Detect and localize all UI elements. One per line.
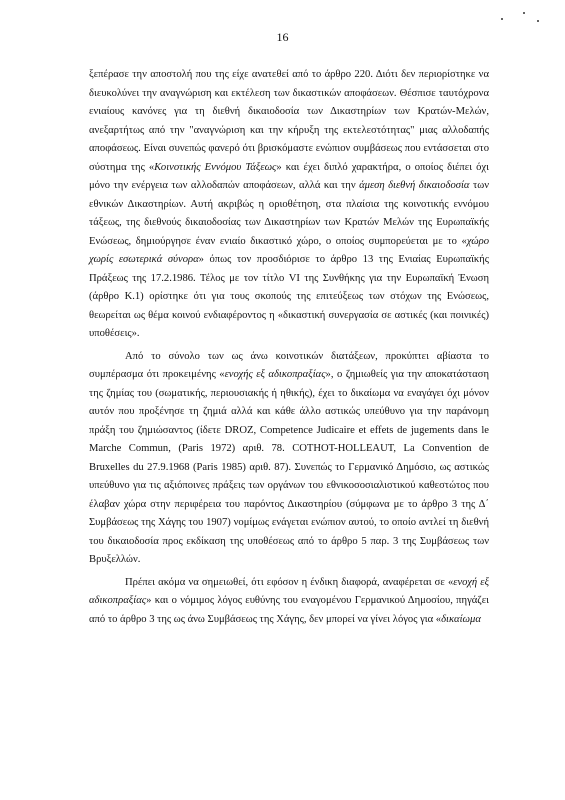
text-run: » όπως τον προσδιόρισε το άρθρο 13 της Ενιαίας Ευρωπαϊκής Πράξεως της 17.2.1986. Τέλος με τον τίτλο VI της Συνθήκης για την Ευρωπαϊκή Ένωση (άρθρο Κ.1) ορίστηκε ότι για τους σκοπούς της επιτεύξεως των στόχων της Ενώσεως, θεωρείται ως θέμα κοινού ενδιαφέροντος η «δικαστική συνεργασία σε αστικές (και ποινικές) υποθέσεις».	[89, 254, 489, 339]
paragraph	[89, 574, 489, 630]
italic-term: Κοινοτικής Εννόμου Τάξεως	[154, 161, 277, 173]
scan-specks	[493, 6, 553, 26]
italic-term: χώρο χωρίς εσωτερικά σύνορα	[89, 235, 489, 265]
text-run: Από το σύνολο των ως άνω κοινοτικών διατάξεων, προκύπτει αβίαστα το συμπέρασμα ότι προκειμένης «	[89, 350, 489, 380]
italic-term: ενοχή εξ αδικοπραξίας	[89, 576, 489, 606]
text-run: των εθνικών Δικαστηρίων. Αυτή ακριβώς η οριοθέτηση, στα πλαίσια της κοινοτικής εννόμου τάξεως, της διεθνούς δικαιοδοσίας των Δικαστηρίων των Κρατών Μελών της Ευρωπαϊκής Ενώσεως, δημιούργησε έναν ενιαίο δικαστικό χώρο, ο οποίος συμπορεύεται με το «	[89, 180, 489, 247]
italic-term: δικαίωμα	[441, 613, 481, 625]
paragraph	[89, 348, 489, 570]
page-number: 16	[276, 30, 289, 44]
text-run: » και ο νόμιμος λόγος ευθύνης του εναγομένου Γερμανικού Δημοσίου, πηγάζει από το άρθρο 3 της ως άνω Συμβάσεως της Χάγης, δεν μπορεί να γίνει λόγος για «	[89, 595, 489, 625]
text-run: », ο ζημιωθείς για την αποκατάσταση της ζημίας του (σωματικής, περιουσιακής ή ηθικής), έχει το δικαίωμα να εναγάγει όχι μόνον αυτόν που προξένησε τη ζημιά αλλά και κάθε άλλο αστικώς υπεύθυνο για την παράνομη πράξη του ζημιώσαντος (ίδετε DROZ, Competence Judicaire et effets de jugements dans le Marche Commun, (Paris 1972) αριθ. 78. COTHOT-HOLLEAUT, La Convention de Bruxelles du 27.9.1968 (Paris 1985) αριθ. 87). Συνεπώς το Γερμανικό Δημόσιο, ως αστικώς υπεύθυνο για τις αξιόποινες πράξεις των οργάνων του εθνικοσοσιαλιστικού καθεστώτος που έλαβαν χώρα στην περιφέρεια του παρόντος Δικαστηρίου (σύμφωνα με το άρθρο 3 της Δ΄ Συμβάσεως της Χάγης του 1907) νομίμως ενάγεται ενώπιον αυτού, το οποίο αντλεί τη διεθνή του δικαιοδοσία προς εκδίκαση της υποθέσεως από το άρθρο 5 παρ. 3 της Συμβάσεως των Βρυξελλών.	[89, 369, 489, 565]
document-body	[89, 66, 489, 629]
paragraph	[89, 66, 489, 344]
text-run: » και έχει διπλό χαρακτήρα, ο οποίος διέπει όχι μόνο την ενέργεια των αλλοδαπών αποφάσεων, αλλά και την	[89, 161, 489, 191]
text-run: Πρέπει ακόμα να σημειωθεί, ότι εφόσον η ένδικη διαφορά, αναφέρεται σε «	[125, 576, 454, 588]
text-run: ξεπέρασε την αποστολή που της είχε ανατεθεί από το άρθρο 220. Διότι δεν περιορίστηκε να διευκολύνει την αναγνώριση και εκτέλεση των δικαστικών αποφάσεων. Θέσπισε ταυτόχρονα ενιαίους κανόνες για τη διεθνή δικαιοδοσία των Δικαστηρίων των Κρατών-Μελών, ανεξαρτήτως από την "αναγνώριση και την κήρυξη της εκτελεστότητας" μιας αλλοδαπής αποφάσεως. Είναι συνεπώς φανερό ότι βρισκόμαστε ενώπιον συμβάσεως που εντάσσεται στο σύστημα της «	[89, 69, 489, 173]
italic-term: άμεση διεθνή δικαιοδοσία	[359, 180, 470, 191]
italic-term: ενοχής εξ αδικοπραξίας	[224, 369, 326, 380]
